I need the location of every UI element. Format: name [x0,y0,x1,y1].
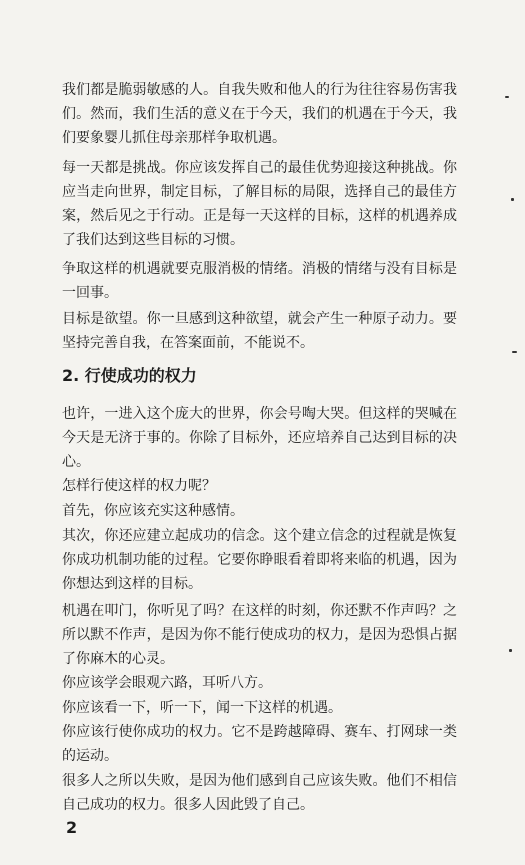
section-heading: 2. 行使成功的权力 [62,366,197,385]
paragraph-10: 你应该学会眼观六路，耳听八方。 [62,675,272,691]
paragraph-1: 我们都是脆弱敏感的人。自我失败和他人的行为往往容易伤害我们。然而，我们生活的意义在于今天，我们的机遇在于今天，我们要象婴儿抓住母亲那样争取机遇。 [62,82,457,146]
page-number: 2 [66,818,78,837]
paragraph-7: 首先，你应该充实这种感情。 [62,503,244,519]
scan-speck [505,96,509,98]
paragraph-5: 也许，一进入这个庞大的世界，你会号啕大哭。但这样的哭喊在今天是无济于事的。你除了目标外，还应培养自己达到目标的决心。 [62,406,457,470]
paragraph-4: 目标是欲望。你一旦感到这种欲望，就会产生一种原子动力。要坚持完善自我，在答案面前，不能说不。 [62,311,457,351]
paragraph-2: 每一天都是挑战。你应该发挥自己的最佳优势迎接这种挑战。你应当走向世界，制定目标，了解目标的局限，选择自己的最佳方案，然后见之于行动。正是每一天这样的目标，这样的机遇养成了我们达到这些目标的习惯。 [62,160,457,248]
paragraph-9: 机遇在叩门，你听见了吗？在这样的时刻，你还默不作声吗？之所以默不作声，是因为你不能行使成功的权力，是因为恐惧占据了你麻木的心灵。 [62,603,457,667]
paragraph-8: 其次，你还应建立起成功的信念。这个建立信念的过程就是恢复你成功机制功能的过程。它要你睁眼看着即将来临的机遇，因为你想达到这样的目标。 [62,528,457,592]
scan-speck [512,351,517,353]
paragraph-6: 怎样行使这样的权力呢？ [62,478,216,494]
paragraph-3: 争取这样的机遇就要克服消极的情绪。消极的情绪与没有目标是一回事。 [62,261,457,301]
paragraph-12: 你应该行使你成功的权力。它不是跨越障碍、赛车、打网球一类的运动。 [62,724,457,764]
paragraph-11: 你应该看一下，听一下，闻一下这样的机遇。 [62,700,342,716]
scan-speck [511,198,514,201]
scan-speck [509,649,512,652]
paragraph-13: 很多人之所以失败，是因为他们感到自己应该失败。他们不相信自己成功的权力。很多人因此毁了自己。 [62,773,457,813]
